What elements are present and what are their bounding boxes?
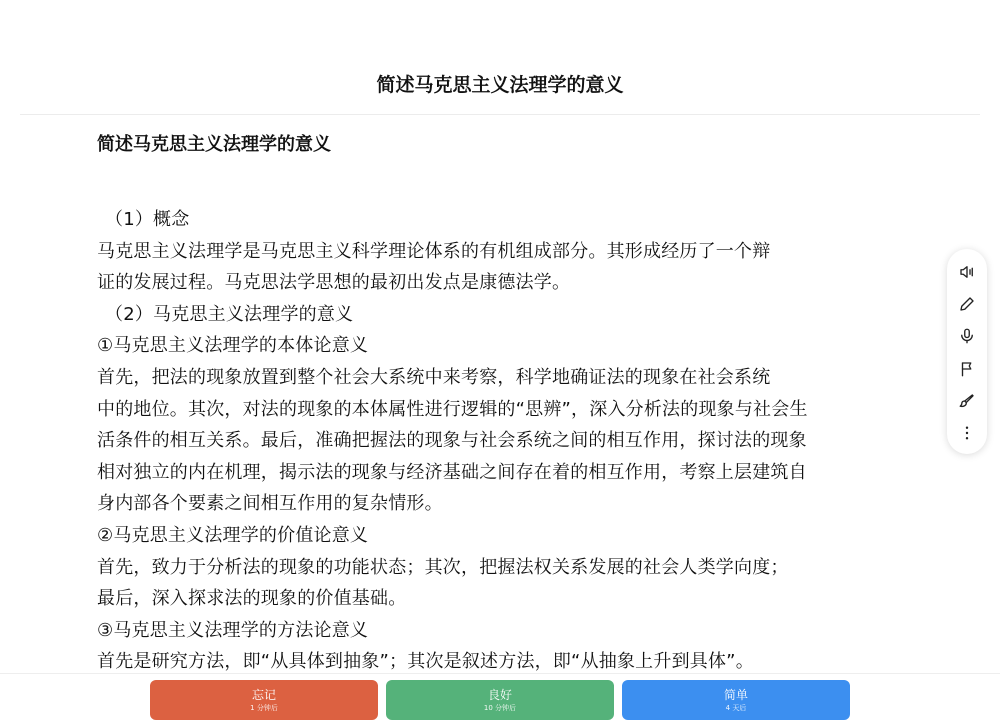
brush-icon xyxy=(958,392,976,410)
record-button[interactable] xyxy=(953,323,981,349)
answer-bar xyxy=(0,673,1000,725)
top-bar xyxy=(0,0,1000,115)
text-line: 证的发展过程。马克思法学思想的最初出发点是康德法学。 xyxy=(97,272,571,294)
easy-button[interactable] xyxy=(622,680,850,720)
text-line: 相对独立的内在机理，揭示法的现象与经济基础之间存在着的相互作用，考察上层建筑自 xyxy=(97,461,807,483)
text-line: ①马克思主义法理学的本体论意义 xyxy=(97,335,369,357)
again-button[interactable] xyxy=(150,680,378,720)
text-line: 马克思主义法理学是马克思主义科学理论体系的有机组成部分。其形成经历了一个辩 xyxy=(97,240,771,262)
card-content xyxy=(97,128,917,678)
header-divider xyxy=(20,114,980,115)
draw-button[interactable] xyxy=(953,388,981,414)
page-title: 简述马克思主义法理学的意义 xyxy=(376,74,624,96)
side-toolbar xyxy=(947,249,987,454)
text-line: 首先，致力于分析法的现象的功能状态；其次，把握法权关系发展的社会人类学向度； xyxy=(97,556,789,578)
again-interval: 1 分钟后 xyxy=(250,703,278,712)
good-label: 良好 xyxy=(487,687,512,702)
microphone-icon xyxy=(958,327,976,345)
document-body xyxy=(97,204,917,678)
again-label: 忘记 xyxy=(251,687,276,702)
text-line: （2）马克思主义法理学的意义 xyxy=(105,303,354,325)
good-interval: 10 分钟后 xyxy=(483,703,517,712)
more-vertical-icon xyxy=(958,424,976,442)
pencil-icon xyxy=(958,295,976,313)
text-line: （1）概念 xyxy=(105,209,190,230)
speaker-icon xyxy=(958,263,976,281)
flag-icon xyxy=(958,360,976,378)
text-line: ②马克思主义法理学的价值论意义 xyxy=(97,524,369,546)
text-line: 中的地位。其次，对法的现象的本体属性进行逻辑的“思辨”，深入分析法的现象与社会生 xyxy=(97,398,808,420)
speaker-button[interactable] xyxy=(953,259,981,285)
text-line: 首先是研究方法，即“从具体到抽象”；其次是叙述方法，即“从抽象上升到具体”。 xyxy=(97,651,754,673)
text-line: ③马克思主义法理学的方法论意义 xyxy=(97,619,369,641)
easy-label: 简单 xyxy=(723,687,748,702)
easy-interval: 4 天后 xyxy=(725,703,747,712)
good-button[interactable] xyxy=(386,680,614,720)
more-button[interactable] xyxy=(953,420,981,446)
text-line: 首先，把法的现象放置到整个社会大系统中来考察，科学地确证法的现象在社会系统 xyxy=(97,366,771,388)
text-line: 最后，深入探求法的现象的价值基础。 xyxy=(97,588,407,610)
text-line: 活条件的相互关系。最后，准确把握法的现象与社会系统之间的相互作用，探讨法的现象 xyxy=(97,430,807,452)
flag-button[interactable] xyxy=(953,356,981,382)
edit-button[interactable] xyxy=(953,291,981,317)
document-title: 简述马克思主义法理学的意义 xyxy=(97,134,331,155)
text-line: 身内部各个要素之间相互作用的复杂情形。 xyxy=(97,493,443,515)
